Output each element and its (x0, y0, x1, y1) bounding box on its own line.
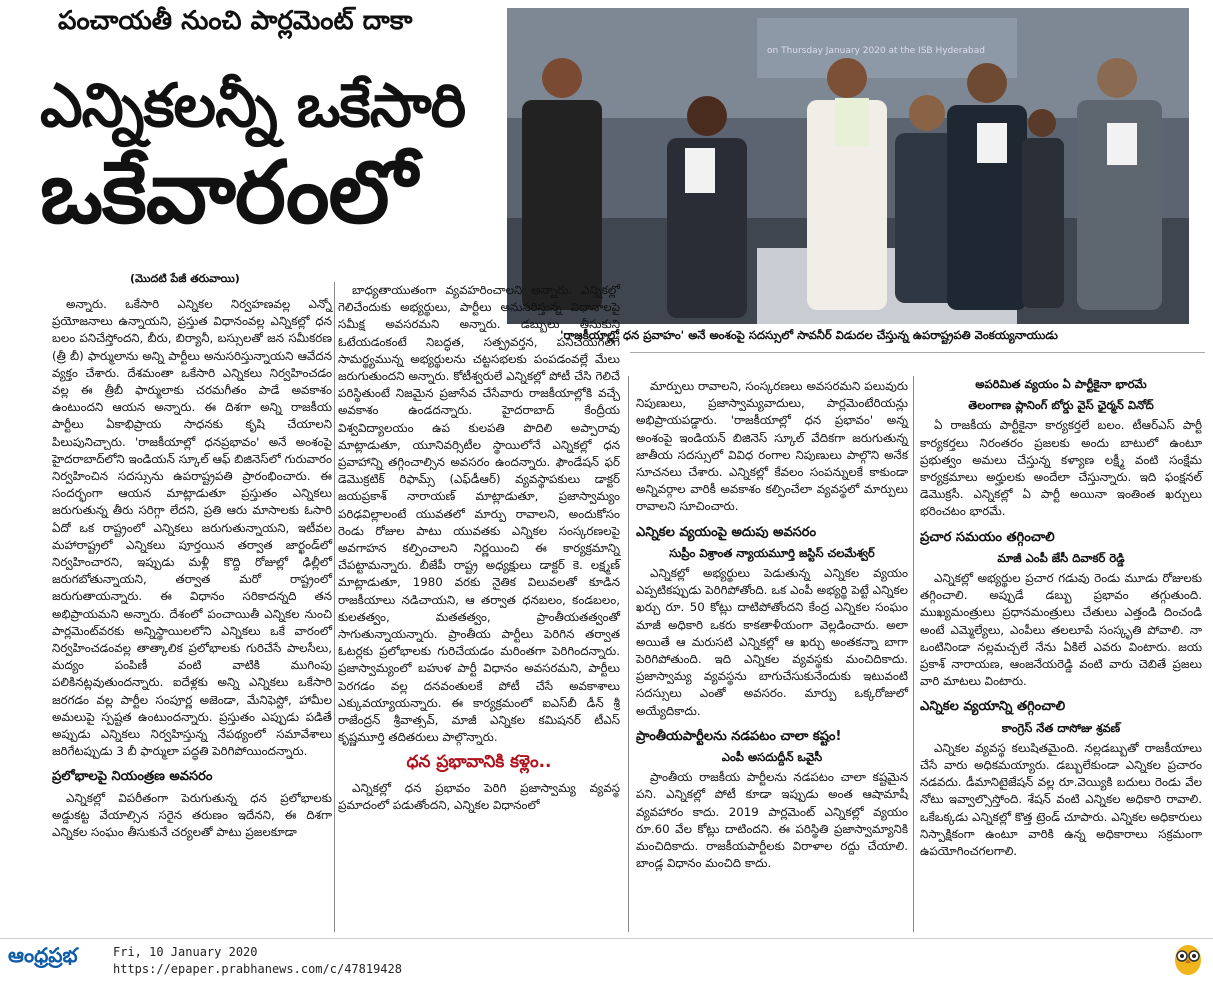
edition-date: Fri, 10 January 2020 (113, 945, 258, 959)
article-column-2 (338, 282, 620, 817)
owl-icon[interactable] (1172, 940, 1204, 976)
subheading-red: ధన ప్రభావానికి కళ్లెం.. (406, 752, 552, 773)
column-divider (334, 282, 335, 932)
paragraph: ఎన్నికల్లో అభ్యర్థుల ప్రచార గడువు రెండు మూడు రోజులకు తగ్గించాలి. అప్పుడే డబ్బు ప్రభావం తగ్గుతుంది. ముఖ్యమంత్రులు ప్రధానమంత్రులు చేతులు ఎత్తండి దించండి అంటే ఎమ్మెల్యేలు, ఎంపీలు తలలూపే సంస్కృతి పోవాలి. నా ఒంటినిండా నల్లమచ్చలే నేను ఏకిలే ఎవరు వింటారు. జయ ప్రకాశ్ నారాయణ, ఆంజనేయరెడ్డి వంటి వారు చెబితే ప్రజలు వారి మాటలు వింటారు. (920, 571, 1202, 689)
subheading: ప్రచార సమయం తగ్గించాలి (920, 529, 1055, 545)
headline-line-1: ఎన్నికలన్నీ ఒకేసారి (40, 71, 466, 141)
article-column-3 (636, 378, 908, 875)
byline: మాజీ ఎంపీ జేసీ దివాకర్ రెడ్డి (997, 550, 1125, 565)
event-photo (507, 8, 1189, 324)
article-column-1 (52, 296, 332, 844)
byline: ఎంపీ అసదుద్దీన్ ఒవైసీ (721, 750, 823, 765)
subheading: ప్రలోభాలపై నియంత్రణ అవసరం (52, 769, 213, 785)
paragraph: మార్పులు రావాలని, సంస్కరణలు అవసరమని పలువురు నిపుణులు, ప్రజాస్వామ్యవాదులు, పార్లమెంటేరియన్లు అభిప్రాయపడ్డారు. 'రాజకీయాల్లో ధన ప్రభావం' అన్న అంశంపై ఇండియన్ బిజినెస్ స్కూల్ వేదికగా జరుగుతున్న జాతీయ సదస్సులో వివిధ రంగాల నిపుణులు పాల్గొని అనేక సూచనలు చేశారు. ఎన్నికల్లో కేవలం సంపన్నులకే కాకుండా అన్నివర్గాల వారికీ అవకాశం కల్పించేలా వ్యవస్థలో మార్పులు రావాలని సూచించారు. (636, 379, 908, 514)
paragraph: ఏ రాజకీయ పార్టీకైనా కార్యకర్తలే బలం. టీఆర్ఎస్ పార్టీ కార్యకర్తలు నిరంతరం ప్రజలకు అందు బాటులో ఉంటూ ప్రభుత్వం అమలు చేస్తున్న కళ్యాణ లక్ష్మీ వంటి సంక్షేమ కార్యక్రమాలు అర్హులకు అందేలా చేస్తున్నారు. ఇది ఫంక్షనల్ డెమొక్రసీ. ఎన్నికల్లో ఏ పార్టీ అయినా ఇంతింత ఖర్చులు భరించటం భారమే. (920, 418, 1202, 519)
article-kicker: పంచాయతీ నుంచి పార్లమెంట్ దాకా (58, 6, 413, 36)
column-divider (913, 376, 914, 932)
caption-rule (630, 352, 1205, 353)
newspaper-logo[interactable]: ఆంధ్రప్రభ (8, 943, 78, 967)
person-6 (1022, 109, 1064, 308)
column-divider (628, 376, 629, 932)
footer-meta (113, 944, 402, 978)
subheading: ఎన్నికల వ్యయంపై అదుపు అవసరం (636, 524, 817, 540)
continued-label: (మొదటి పేజీ తరువాయి) (130, 272, 240, 285)
paragraph: ఎన్నికల్లో ధన ప్రభావం పెరిగి ప్రజాస్వామ్య వ్యవస్థ ప్రమాదంలో పడుతోందని, ఎన్నికల విధానంలో (338, 780, 620, 812)
byline: సుప్రీం విశ్రాంత న్యాయమూర్తి జస్టిస్ చలమేశ్వర్ (669, 545, 875, 560)
epaper-url[interactable]: https://epaper.prabhanews.com/c/47819428 (113, 962, 402, 976)
paragraph: ప్రాంతీయ రాజకీయ పార్టీలను నడపటం చాలా కష్టమైన పని. ఎన్నికల్లో పోటీ కూడా ఇప్పుడు అంత ఆషామాషీ వ్యవహారం కాదు. 2019 పార్లమెంట్ ఎన్నికల్లో వ్యయం రూ.60 వేల కోట్లు దాటిందని. ఈ పరిస్థితి ప్రజాస్వామ్యానికి మంచిదికాదు. రాజకీయపార్టీలకు విరాళాల రద్దు చేయాలి. బాండ్ల విధానం మంచిది కాదు. (636, 770, 908, 871)
footer-divider (0, 938, 1213, 939)
subheading: ఎన్నికల వ్యయాన్ని తగ్గించాలి (920, 699, 1066, 715)
paragraph: ఎన్నికల్లో విపరీతంగా పెరుగుతున్న ధన ప్రలోభాలకు అడ్డుకట్ట వేయాల్సిన సరైన తరుణం ఇదేనని, ఈ దిశగా ఎన్నికల సంఘం తీసుకునే చర్యలతో పాటు ప్రజలకూడా (52, 790, 332, 840)
byline: కాంగ్రెస్ నేత దాసోజు శ్రవణ్ (1001, 720, 1121, 735)
paragraph: ఎన్నికల్లో అభ్యర్థులు పెడుతున్న ఎన్నికల వ్యయం ఎప్పటికప్పుడు పెరిగిపోతోంది. ఒక ఎంపీ అభ్యర్థి పెట్టే ఎన్నికల ఖర్చు రూ. 50 కోట్లు దాటిపోతోందని కేంద్ర ఎన్నికల సంఘం మాజీ అధికారి ఒకరు కాకతాళీయంగా వెల్లడించారు. అలా అయితే ఆ మరుసటి ఎన్నికల్లో ఆ ఖర్చు అంతకన్నా బాగా పెరిగిపోతుంది. ఇది ఎన్నికల వ్యవస్థకు మంచిదికాదు. ప్రజాస్వామ్య వ్యవస్థను బాగుచేసుకునేందుకు ఇటువంటి సదస్సులు ఎంతో అవసరం. మార్పు ఒక్కరోజులో అయ్యేదికాదు. (636, 566, 908, 718)
article-column-4 (920, 376, 1202, 863)
paragraph: ఎన్నికల వ్యవస్థ కలుషితమైంది. నల్లడబ్బుతో రాజకీయాలు చేసే వారు అధికమయ్యారు. డబ్బులేకుండా ఎన్నికల ప్రచారం నడవదు. డీమానిటైజేషన్ వల్ల రూ.వెయ్యికి బదులు రెండు వేల నోటు ఇవ్వాల్సొస్తోంది. శేషన్ వంటి ఎన్నికల అధికారి రావాలి. ఒకేఒక్కడు ఎన్నికల్లో కొత్త ట్రెండ్ చూపారు. ఎన్నికల అధికారులు నిస్పాక్షికంగా ఉంటూ వారికి ఉన్న అధికారాలు సక్రమంగా ఉపయోగించగలగాలి. (920, 740, 1202, 859)
subheading: అపరిమిత వ్యయం ఏ పార్టీకైనా భారమే (975, 377, 1147, 391)
paragraph: బాధ్యతాయుతంగా వ్యవహరించాలని అన్నారు. ఎన్నికల్లో గెలిచేందుకు అభ్యర్థులు, పార్టీలు అనుసరిస్తున్న విధానాలపై సమీక్ష అవసరమని అన్నారు. డబ్బులు తీసుకుని ఓటేయడంకంటే నిబద్ధత, సత్ప్రవర్తన, పనిచేయగలిగే సామర్థ్యమున్న అభ్యర్థులను చట్టసభలకు పంపడంవల్లే మేలు జరుగుతుందని అన్నారు. కోటీశ్వరులే ఎన్నికల్లో పోటీ చేసి గెలిచే పరిస్థితుంటే నిజమైన ప్రజాసేవ చేసేవారు రాజకీయాల్లోకి వచ్చే అవకాశం ఉండదన్నారు. హైదరాబాద్ కేంద్రీయ విశ్వవిద్యాలయం ఉప కులపతి పొదిలి అప్పారావు మాట్లాడుతూ, యూనివర్సిటీల స్థాయిలోనే ఎన్నికల్లో ధన ప్రవాహాన్ని తగ్గించాల్సిన అవసరం ఉందన్నారు. ఫౌండేషన్ ఫర్ డెమొక్రటిక్ రిఫామ్స్ (ఎఫ్‌డీఆర్) వ్యవస్థాపకులు డాక్టర్ జయప్రకాశ్ నారాయణ్ మాట్లాడుతూ, ప్రజాస్వామ్యం పరిఢవిల్లాలంటే యువతలో మార్పు రావాలని, అందుకోసం రెండు రోజుల పాటు యువతకు ఎన్నికల సంస్కరణలపై అవగాహన కల్పించాలని నిర్ణయించి ఈ కార్యక్రమాన్ని చేపట్టామన్నారు. బీజేపీ రాష్ట్ర అధ్యక్షులు డాక్టర్ కె. లక్ష్మణ్ మాట్లాడుతూ, 1980 వరకు నైతిక విలువలతో కూడిన రాజకీయాలు నడిచాయని, ఆ తర్వాత ధనబలం, కండబలం, కులతత్వం, మతతత్వం, ప్రాంతీయతత్వంతో సాగుతున్నాయన్నారు. ప్రాంతీయ పార్టీలు పెరిగిన తర్వాత ఓటర్లకు ప్రలోభాలకు గురిచేయడం మరింతగా పెరిగిందన్నారు. ప్రజాస్వామ్యంలో బహుళ పార్టీ విధానం అవసరమని, పార్టీలు పెరగడం వల్ల దనవంతులకే పోటీ చేసే అవకాశాలు ఎక్కువయ్యాయన్నారు. ఈ కార్యక్రమంలో ఐఎస్‌బీ డీన్ శ్రీ రాజేంద్రన్ శ్రీవాత్సవ్, మాజీ ఎన్నికల కమిషనర్ టీఎస్ కృష్ణమూర్తి తదితరులు పాల్గొన్నారు. (338, 283, 620, 745)
photo-banner-text: on Thursday January 2020 at the ISB Hyderabad (767, 46, 985, 56)
byline: తెలంగాణ ప్లానింగ్ బోర్డు వైస్ ఛైర్మన్ వినోద్ (968, 398, 1154, 413)
headline-line-2: ఒకేవారంలో (40, 142, 416, 243)
photo-caption: 'రాజకీయాల్లో ధన ప్రవాహం' అనే అంశంపై సదస్సులో సావనీర్ విడుదల చేస్తున్న ఉపరాష్ట్రపతి వెంకయ్యనాయుడు (560, 328, 1058, 342)
subheading: ప్రాంతీయపార్టీలను నడపటం చాలా కష్టం! (636, 728, 842, 744)
paragraph: అన్నారు. ఒకేసారి ఎన్నికల నిర్వహణవల్ల ఎన్నో ప్రయోజనాలు ఉన్నాయని, ప్రస్తుత విధానంవల్ల ఎన్నికల్లో ధన బలం పనిచేస్తోందని, బీరు, బిర్యానీ, బస్సులతో జన సమీకరణ (త్రీ బీ) ఫార్ములాను అన్ని పార్టీలు అనుసరిస్తున్నాయని ఆవేదన వ్యక్తం చేశారు. దేశమంతా ఒకేసారి ఎన్నికలు నిర్వహించడం వల్ల ఈ త్రీబీ ఫార్ములాకు చరమగీతం పాడే అవకాశం ఉంటుందని ఆయన అన్నారు. ఈ దిశగా అన్ని రాజకీయ పార్టీలు ఏకాభిప్రాయ సాధనకు కృషి చేయాలని పిలుపునిచ్చారు. 'రాజకీయాల్లో ధనప్రభావం' అనే అంశంపై హైదరాబాద్‌లోని ఇండియన్ స్కూల్ ఆఫ్ బిజినెస్‌లో గురువారం నిర్వహించిన సదస్సును ఉపరాష్ట్రపతి ప్రారంభించారు. ఈ సందర్భంగా ఆయన మాట్లాడుతూ ప్రస్తుతం ఎన్నికలు జరుగుతున్న తీరు సరిగ్గా లేదని, ప్రతి ఆరు మాసాలకు ఓసారి ఏదో ఒక రాష్ట్రంలో ఎన్నికలు జరుగుతున్నాయని, ఇటీవల మహారాష్ట్రలో ఎన్నికలు పూర్తయిన తర్వాత జార్ఖండ్‌లో నిర్వహించారని, ఇప్పుడు మళ్లీ కొద్ది రోజుల్లో ఢిల్లీలో జరుగబోతున్నాయని, తర్వాత మరో రాష్ట్రంలో జరుగుతాయన్నారు. ఈ విధానం సరికాదన్నది తన అభిప్రాయమని అన్నారు. దేశంలో పంచాయితీ ఎన్నికల నుంచి పార్లమెంట్‌వరకు అన్నిస్థాయిలలోని ఎన్నికలు ఒకే వారంలో నిర్వహించడంవల్ల తాత్కాలిక ప్రలోభాలకు గురిచేసే పాలసీలు, మద్యం పంపిణీ వంటి వాటికి ముగింపు పలికినట్లవుతుందన్నారు. ఐదేళ్లకు అన్ని ఎన్నికలు ఒకేసారి జరగడం వల్ల పార్టీల సంపూర్ణ అజెండా, మేనిఫెస్టో, హామీల అమలుపై స్పష్టత ఉంటుందన్నారు. ప్రస్తుతం ఎప్పుడు పడితే అప్పుడు ఎన్నికలు నిర్వహిస్తున్న నేపథ్యంలో సమావేశాలు జరిగేటప్పుడు 3 బీ ఫార్ములా పద్ధతి పెరిగిపోయిందన్నారు. (52, 297, 332, 759)
